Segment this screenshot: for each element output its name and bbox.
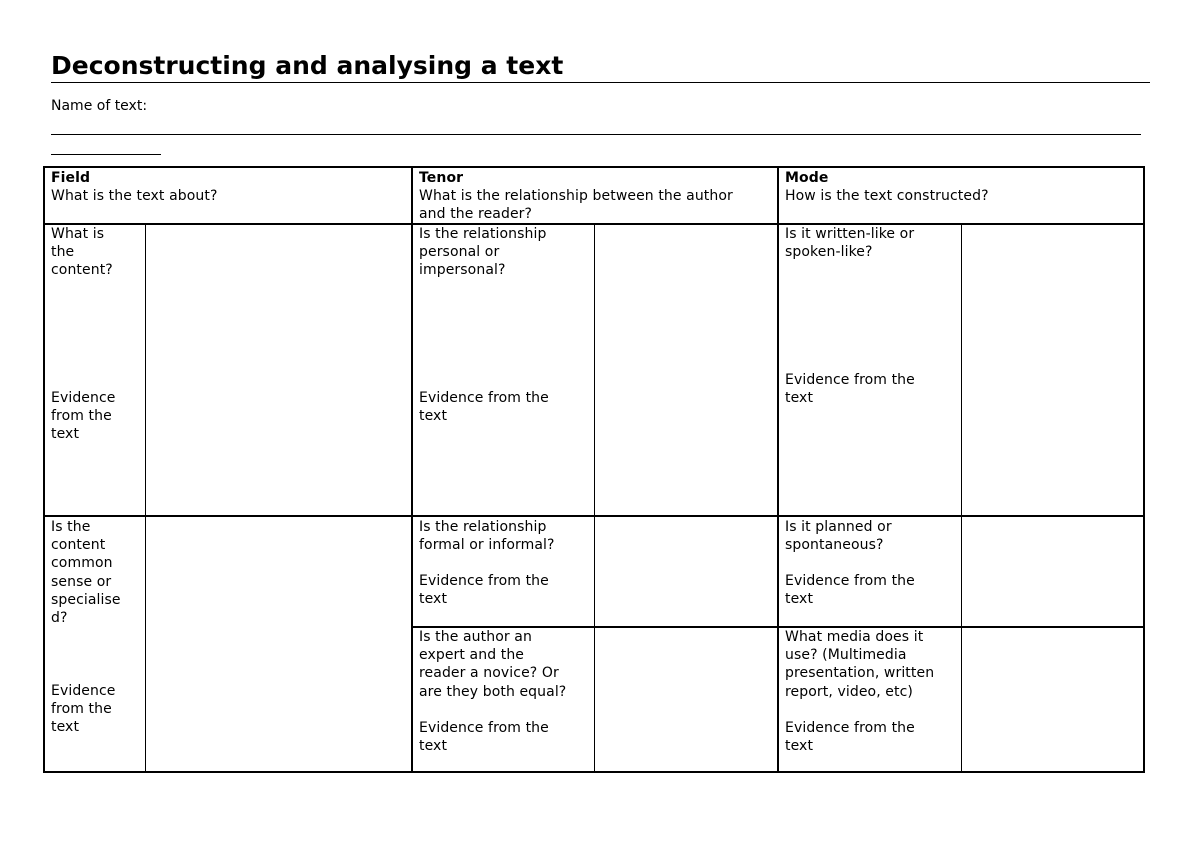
tenor-heading: Tenor [419,170,464,186]
tenor-q1-label: Is the relationship personal or impersonal? [419,226,547,279]
field-answer-divider [145,224,146,771]
tenor-q2-label: Is the relationship formal or informal? [419,519,555,554]
mode-q2-label: Is it planned or spontaneous? [785,519,892,554]
field-q1-label: What is the content? [51,226,113,279]
tenor-q3-label: Is the author an expert and the reader a novice? Or are they both equal? [419,629,567,700]
name-of-text-answer-line[interactable] [51,134,1141,135]
field-tenor-divider [411,168,413,771]
mode-q1-label: Is it written-like or spoken-like? [785,226,915,261]
field-heading: Field [51,170,91,186]
mode-answer-divider [961,224,962,771]
name-of-text-answer-line-continued[interactable] [51,154,161,155]
tenor-q2-evidence-label: Evidence from the text [419,573,549,608]
mode-heading: Mode [785,170,829,186]
tenor-q3-evidence-label: Evidence from the text [419,720,549,755]
mode-q1-evidence-label: Evidence from the text [785,372,915,407]
name-of-text-label: Name of text: [51,98,148,114]
title-divider [51,82,1150,83]
field-q2-evidence-label: Evidence from the text [51,683,116,736]
field-q1-evidence-label: Evidence from the text [51,390,116,443]
page-title: Deconstructing and analysing a text [51,51,564,80]
tenor-question: What is the relationship between the author and the reader? [419,188,733,223]
tenor-answer-divider [594,224,595,771]
mode-q3-label: What media does it use? (Multimedia presentation, written report, video, etc) [785,629,935,700]
mode-q2-evidence-label: Evidence from the text [785,573,915,608]
mode-question: How is the text constructed? [785,188,989,204]
tenor-q1-evidence-label: Evidence from the text [419,390,549,425]
analysis-table [43,166,1145,773]
mode-q3-evidence-label: Evidence from the text [785,720,915,755]
field-q2-label: Is the content common sense or specialise d? [51,519,121,627]
tenor-mode-divider [777,168,779,771]
field-question: What is the text about? [51,188,218,204]
